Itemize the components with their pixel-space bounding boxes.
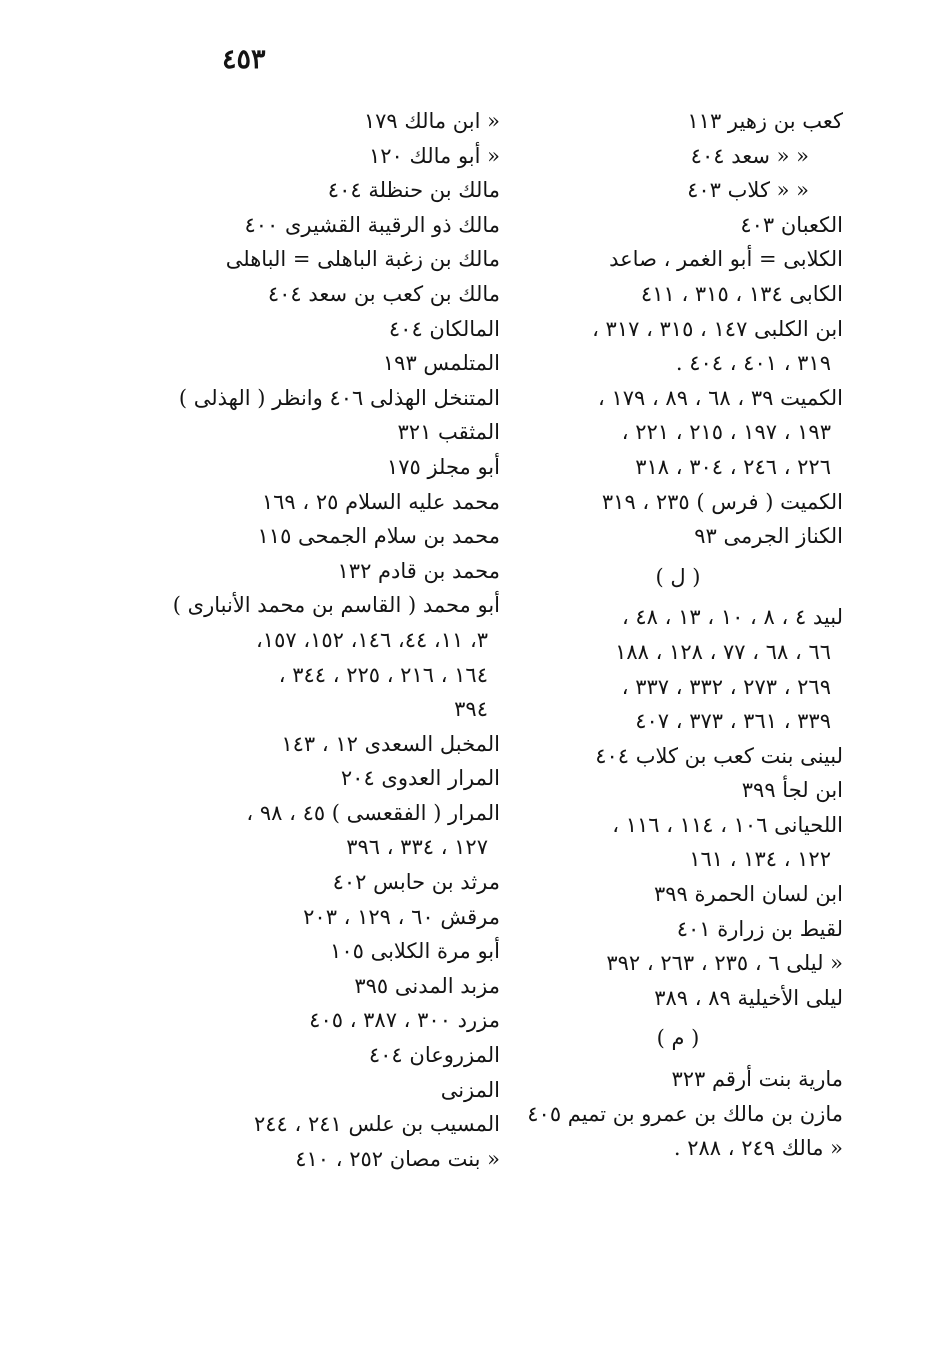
index-entry: لقيط بن زرارة ٤٠١ — [676, 916, 843, 941]
index-entry: المخبل السعدى ١٢ ، ١٤٣ — [281, 731, 500, 756]
index-entry: ١٩٣ ، ١٩٧ ، ٢١٥ ، ٢٢١ ، — [621, 420, 831, 445]
index-entry: ٣٩٤ — [454, 697, 488, 722]
index-entry: مالك بن كعب بن سعد ٤٠٤ — [267, 281, 500, 306]
index-entry: مالك ذو الرقيبة القشيرى ٤٠٠ — [244, 212, 500, 237]
page-number: ٤٥٣ — [222, 44, 266, 75]
index-entry: لبينى بنت كعب بن كلاب ٤٠٤ — [595, 743, 843, 768]
index-entry: المثقب ٣٢١ — [397, 420, 500, 445]
index-entry: ٣، ١١، ٤٤، ١٤٦، ١٥٢، ١٥٧، — [256, 627, 488, 652]
index-entry: أبو مجلز ١٧٥ — [386, 454, 500, 479]
index-entry: ٢٢٦ ، ٢٤٦ ، ٣٠٤ ، ٣١٨ — [635, 454, 831, 479]
index-entry: ٣١٩ ، ٤٠١ ، ٤٠٤ . — [675, 351, 831, 376]
index-entry: ١٦٤ ، ٢١٦ ، ٢٢٥ ، ٣٤٤ ، — [278, 662, 488, 687]
index-entry: الكناز الجرمى ٩٣ — [694, 524, 843, 549]
index-entry: ٣٣٩ ، ٣٦١ ، ٣٧٣ ، ٤٠٧ — [635, 709, 831, 734]
index-entry: ابن لجأ ٣٩٩ — [741, 778, 843, 803]
index-entry: محمد بن سلام الجمحى ١١٥ — [257, 524, 500, 549]
index-entry: أبو محمد ( القاسم بن محمد الأنبارى ) — [172, 593, 500, 618]
index-entry: مالك بن زغبة الباهلى = الباهلى — [225, 247, 500, 272]
index-entry: « « كلاب ٤٠٣ — [687, 178, 809, 203]
index-entry: الكعبان ٤٠٣ — [740, 212, 843, 237]
index-entry: مارية بنت أرقم ٣٢٣ — [671, 1067, 843, 1092]
index-entry: الكلابى = أبو الغمر ، صاعد — [609, 247, 843, 272]
index-entry: مازن بن مالك بن عمرو بن تميم ٤٠٥ — [527, 1101, 843, 1126]
index-entry: المالكان ٤٠٤ — [388, 316, 500, 341]
index-entry: ٦٦ ، ٦٨ ، ٧٧ ، ١٢٨ ، ١٨٨ — [615, 639, 831, 664]
index-entry: « أبو مالك ١٢٠ — [369, 143, 500, 168]
index-entry: لبيد ٤ ، ٨ ، ١٠ ، ١٣ ، ٤٨ ، — [621, 605, 843, 630]
index-entry: ٢٦٩ ، ٢٧٣ ، ٣٣٢ ، ٣٣٧ ، — [621, 674, 831, 699]
index-entry: محمد عليه السلام ٢٥ ، ١٦٩ — [261, 489, 500, 514]
index-entry: « ابن مالك ١٧٩ — [363, 109, 500, 133]
index-entry: كعب بن زهير ١١٣ — [687, 109, 843, 133]
index-entry: « مالك ٢٤٩ ، ٢٨٨ . — [673, 1136, 843, 1161]
index-entry: الكميت ( فرس ) ٢٣٥ ، ٣١٩ — [601, 489, 843, 514]
index-column-right — [513, 104, 843, 1166]
index-entry: ابن الكلبى ١٤٧ ، ٣١٥ ، ٣١٧ ، — [592, 316, 843, 341]
index-entry: المزروعان ٤٠٤ — [368, 1043, 500, 1068]
index-entry: مالك بن حنظلة ٤٠٤ — [327, 178, 500, 203]
index-entry: محمد بن قادم ١٣٢ — [337, 558, 500, 583]
index-entry: مزبد المدنى ٣٩٥ — [354, 973, 500, 998]
index-column-left — [172, 104, 500, 1176]
index-entry: الكابى ١٣٤ ، ٣١٥ ، ٤١١ — [640, 281, 843, 306]
index-entry: ١٢٧ ، ٣٣٤ ، ٣٩٦ — [346, 835, 488, 860]
index-entry: المسيب بن علس ٢٤١ ، ٢٤٤ — [253, 1112, 500, 1137]
index-entry: المرار العدوى ٢٠٤ — [340, 766, 500, 791]
index-entry: ابن لسان الحمرة ٣٩٩ — [653, 882, 843, 907]
index-entry: اللحيانى ١٠٦ ، ١١٤ ، ١١٦ ، — [612, 812, 843, 837]
index-entry: ١٢٢ ، ١٣٤ ، ١٦١ — [689, 847, 831, 872]
index-entry: المزنى — [440, 1077, 500, 1102]
index-entry: « بنت مصان ٢٥٢ ، ٤١٠ — [295, 1146, 500, 1171]
index-entry: مرقش ٦٠ ، ١٢٩ ، ٢٠٣ — [303, 904, 500, 929]
section-heading: ( ل ) — [655, 564, 701, 589]
section-heading: ( م ) — [656, 1026, 700, 1051]
index-entry: مرثد بن حابس ٤٠٢ — [332, 870, 500, 895]
index-entry: « « سعد ٤٠٤ — [690, 143, 809, 168]
index-entry: المتنخل الهذلى ٤٠٦ وانظر ( الهذلى ) — [178, 385, 500, 410]
index-entry: المرار ( الفقعسى ) ٤٥ ، ٩٨ ، — [246, 800, 500, 825]
index-entry: أبو مرة الكلابى ١٠٥ — [330, 939, 500, 964]
index-entry: « ليلى ٦ ، ٢٣٥ ، ٢٦٣ ، ٣٩٢ — [606, 951, 843, 976]
index-entry: ليلى الأخيلية ٨٩ ، ٣٨٩ — [654, 985, 843, 1010]
index-entry: المتلمس ١٩٣ — [382, 351, 500, 376]
index-entry: مزرد ٣٠٠ ، ٣٨٧ ، ٤٠٥ — [309, 1008, 500, 1033]
index-entry: الكميت ٣٩ ، ٦٨ ، ٨٩ ، ١٧٩ ، — [597, 385, 843, 410]
